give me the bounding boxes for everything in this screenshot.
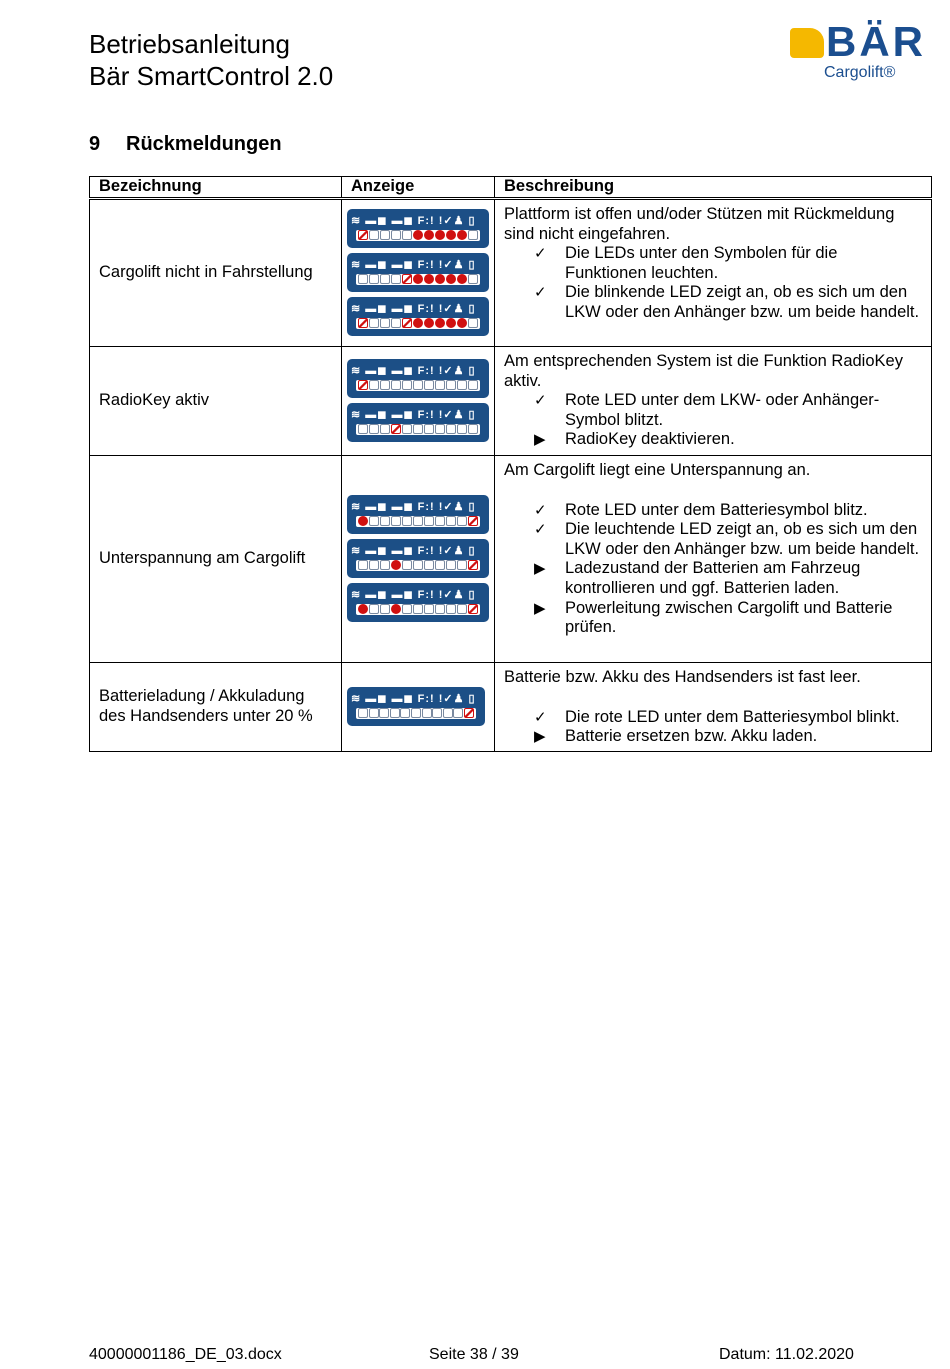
row-name [90,663,342,752]
table-row [90,347,932,456]
display-cell [342,663,495,752]
row-description [495,456,932,663]
display-icons: ≋ ▬◼ ▬◼ F:! !✓♟ ▯ [351,692,476,705]
display-icons: ≋ ▬◼ ▬◼ F:! !✓♟ ▯ [351,408,476,421]
list-item: ✓ Rote LED unter dem LKW- oder Anhänger-Symbol blitzt. [534,391,880,429]
display-cell [342,456,495,663]
arrow-icon: ▶ [534,728,546,746]
row-name: Cargolift nicht in Fahrstellung [90,199,342,347]
logo-sub: Cargolift® [824,64,896,81]
led-row [356,604,480,615]
col-header-name: Bezeichnung [90,177,342,199]
display-cell [342,199,495,347]
display-cell [342,347,495,456]
row-name: Unterspannung am Cargolift [90,456,342,663]
led-row [356,230,480,241]
description-intro: Am entsprechenden System ist die Funktion RadioKey aktiv. [504,352,903,390]
led-row [356,708,476,719]
description-intro: Plattform ist offen und/oder Stützen mit Rückmeldung sind nicht eingefahren. [504,205,895,243]
logo-word: BÄR [826,18,926,65]
list-item: ▶ Batterie ersetzen bzw. Akku laden. [534,727,818,746]
check-icon: ✓ [534,284,547,302]
check-icon: ✓ [534,521,547,539]
led-row [356,560,480,571]
led-row [356,380,480,391]
title-line-2: Bär SmartControl 2.0 [89,61,334,91]
display-icons: ≋ ▬◼ ▬◼ F:! !✓♟ ▯ [351,588,476,601]
controller-display-image [347,297,489,336]
baer-cargolift-logo [790,18,938,86]
row-name-line-1: Batterieladung / Akkuladung [99,687,305,706]
section-number: 9 [89,133,101,155]
table-row [90,199,932,347]
row-description [495,663,932,752]
row-name: RadioKey aktiv [90,347,342,456]
led-row [356,318,480,329]
check-icon: ✓ [534,501,547,519]
controller-display-image [347,253,489,292]
display-icons: ≋ ▬◼ ▬◼ F:! !✓♟ ▯ [351,364,476,377]
led-row [356,516,480,527]
list-item: ✓ Die blinkende LED zeigt an, ob es sich um den LKW oder den Anhänger bzw. um beide handelt. [534,283,920,321]
list-item: ▶ RadioKey deaktivieren. [534,430,735,449]
list-item: ▶ Ladezustand der Batterien am Fahrzeug kontrollieren und ggf. Batterien laden. [534,559,861,597]
arrow-icon: ▶ [534,431,546,449]
arrow-icon: ▶ [534,599,546,617]
footer-date: Datum: 11.02.2020 [719,1346,854,1363]
row-name-line-2: des Handsenders unter 20 % [99,707,313,725]
row-description [495,347,932,456]
controller-display-image [347,495,489,534]
row-description [495,199,932,347]
display-icons: ≋ ▬◼ ▬◼ F:! !✓♟ ▯ [351,500,476,513]
section-title: Rückmeldungen [126,133,282,155]
list-item: ▶ Powerleitung zwischen Cargolift und Batterie prüfen. [534,598,893,637]
table-header-row [90,177,932,199]
led-row [356,274,480,285]
list-item: ✓ Rote LED unter dem Batteriesymbol blitz. [534,500,868,519]
controller-display-image [347,403,489,442]
col-header-display: Anzeige [342,177,495,199]
table-row [90,663,932,752]
controller-display-image [347,209,489,248]
footer-doc-name: 40000001186_DE_03.docx [89,1346,282,1363]
section-heading [89,133,282,156]
arrow-icon: ▶ [534,560,546,578]
check-icon: ✓ [534,708,547,726]
display-icons: ≋ ▬◼ ▬◼ F:! !✓♟ ▯ [351,258,476,271]
display-icons: ≋ ▬◼ ▬◼ F:! !✓♟ ▯ [351,302,476,315]
controller-display-image [347,539,489,578]
display-icons: ≋ ▬◼ ▬◼ F:! !✓♟ ▯ [351,214,476,227]
logo-mark-icon [790,28,824,58]
check-icon: ✓ [534,392,547,410]
list-item: ✓ Die leuchtende LED zeigt an, ob es sich um den LKW oder den Anhänger bzw. um beide handelt. [534,520,920,558]
controller-display-image [347,583,489,622]
controller-display-image [347,359,489,398]
check-icon: ✓ [534,245,547,263]
document-title [89,28,333,92]
list-item: ✓ Die LEDs unter den Symbolen für die Funktionen leuchten. [534,244,838,282]
led-row [356,424,480,435]
list-item: ✓ Die rote LED unter dem Batteriesymbol blinkt. [534,707,900,726]
feedback-table [89,176,932,752]
table-row [90,456,932,663]
footer-page-number: Seite 38 / 39 [429,1346,519,1363]
description-intro: Batterie bzw. Akku des Handsenders ist fast leer. [504,668,861,686]
description-intro: Am Cargolift liegt eine Unterspannung an. [504,461,811,479]
col-header-description: Beschreibung [495,177,932,199]
controller-display-image [347,687,485,726]
display-icons: ≋ ▬◼ ▬◼ F:! !✓♟ ▯ [351,544,476,557]
title-line-1: Betriebsanleitung [89,29,290,59]
